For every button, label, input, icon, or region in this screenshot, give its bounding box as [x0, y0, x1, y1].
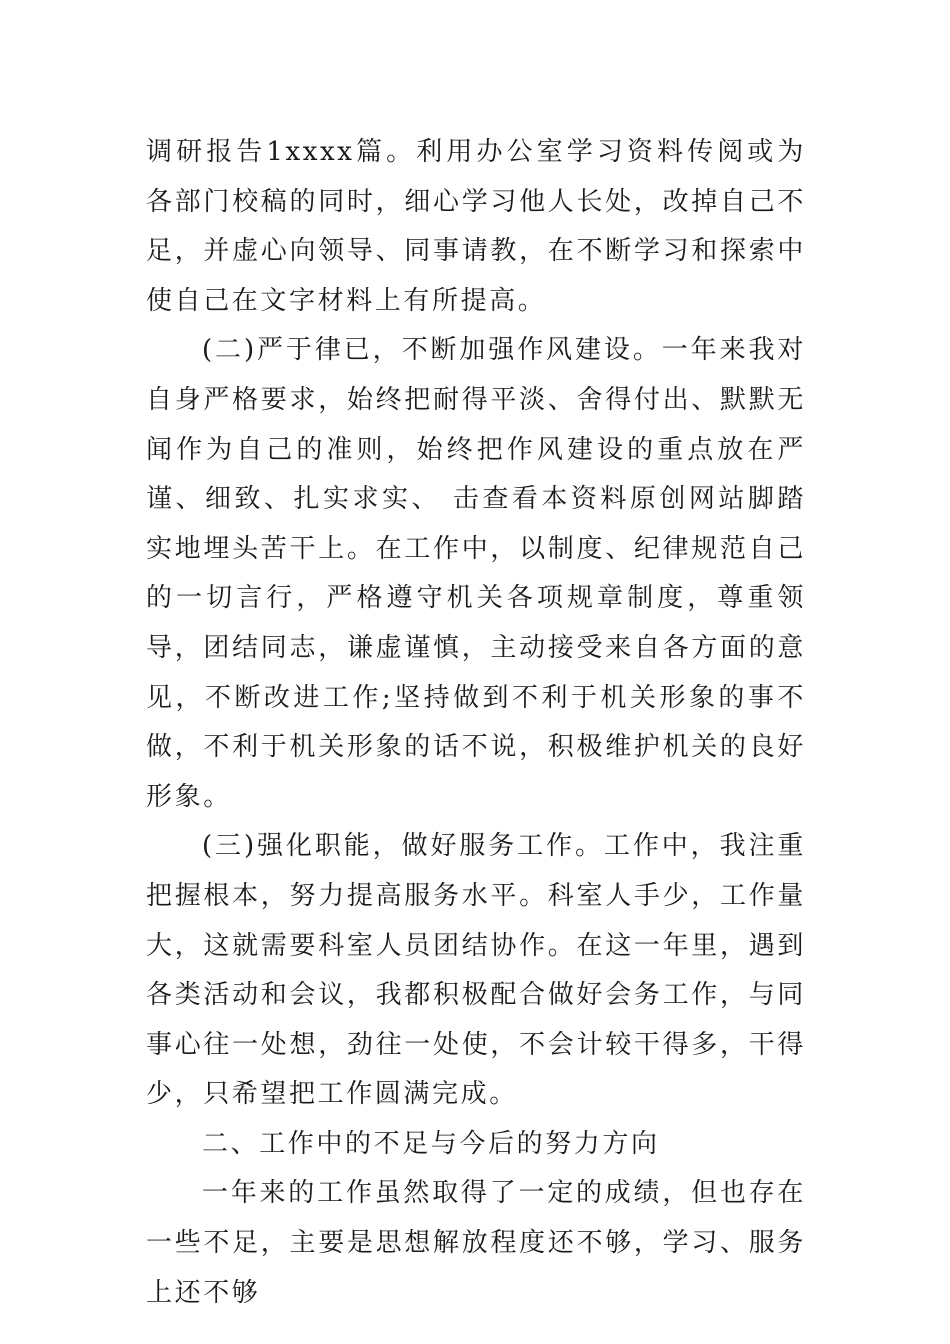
paragraph-3: (三)强化职能，做好服务工作。工作中，我注重把握根本，努力提高服务水平。科室人手少，工作量大，这就需要科室人员团结协作。在这一年里，遇到各类活动和会议，我都积极配合做好会务工作，与同事心往一处想，劲往一处使，不会计较干得多，干得少，只希望把工作圆满完成。	[146, 831, 806, 1110]
paragraph-1: 调研报告1xxxx篇。利用办公室学习资料传阅或为各部门校稿的同时，细心学习他人长处，改掉自己不足，并虚心向领导、同事请教，在不断学习和探索中使自己在文字材料上有所提高。	[146, 137, 806, 316]
paragraph-2: (二)严于律已，不断加强作风建设。一年来我对自身严格要求，始终把耐得平淡、舍得付出、默默无闻作为自己的准则，始终把作风建设的重点放在严谨、细致、扎实求实、 击查看本资料原创网站脚踏实地埋头苦干上。在工作中，以制度、纪律规范自己的一切言行，严格遵守机关各项规章制度，尊重领导，团结同志，谦虚谨慎，主动接受来自各方面的意见，不断改进工作;坚持做到不利于机关形象的事不做，不利于机关形象的话不说，积极维护机关的良好形象。	[146, 335, 806, 812]
section-heading: 二、工作中的不足与今后的努力方向	[202, 1128, 660, 1159]
document-body	[146, 128, 806, 1318]
paragraph-5: 一年来的工作虽然取得了一定的成绩，但也存在一些不足，主要是思想解放程度还不够，学习、服务上还不够	[146, 1178, 806, 1308]
